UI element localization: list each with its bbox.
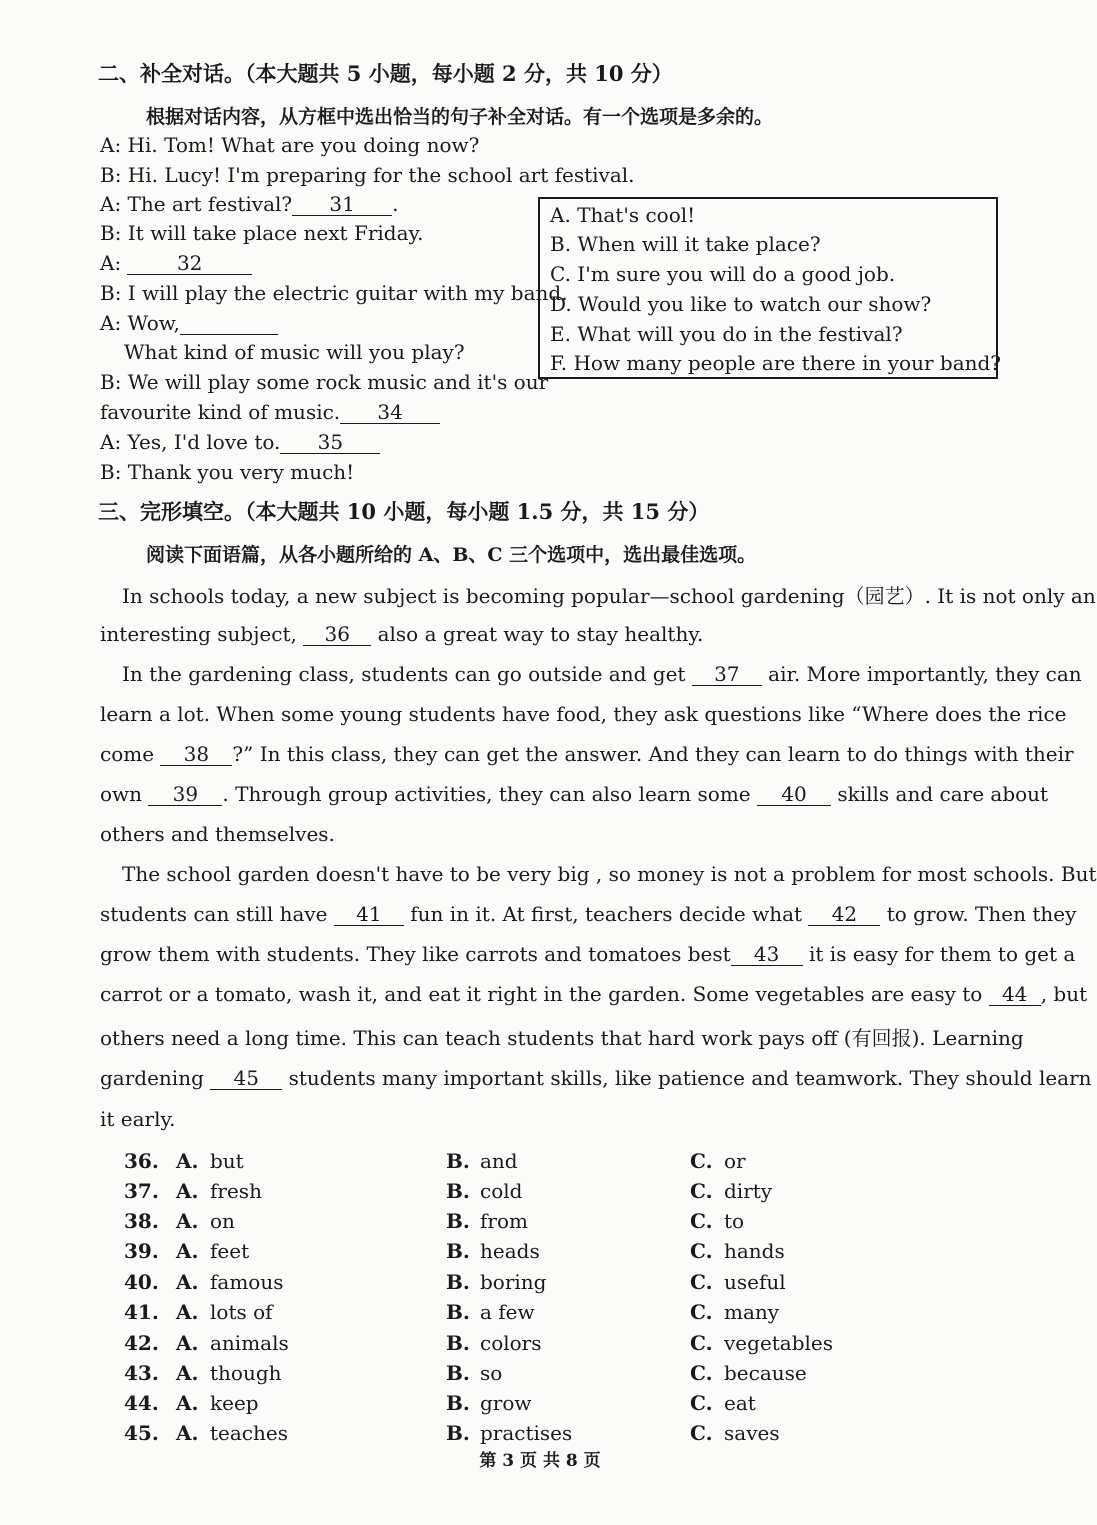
section3-heading: 三、完形填空。（本大题共 10 小题，每小题 1.5 分，共 15 分） — [98, 499, 710, 524]
answer-blank[interactable]: 37 — [692, 663, 762, 686]
dialogue-line: A: Wow, — [100, 308, 278, 338]
answer-blank[interactable] — [180, 312, 278, 335]
passage-line: The school garden doesn't have to be very big , so money is not a problem for most schools. But — [122, 862, 1097, 886]
dialogue-line: B: Hi. Lucy! I'm preparing for the school art festival. — [100, 163, 635, 187]
choice-b[interactable]: B. heads — [446, 1239, 540, 1263]
question-number: 41. — [124, 1300, 159, 1324]
passage-line: grow them with students. They like carrots and tomatoes best 43 it is easy for them to get a — [100, 942, 1076, 966]
dialogue-line: B: I will play the electric guitar with my band. — [100, 281, 568, 305]
choice-b[interactable]: B. practises — [446, 1421, 573, 1445]
choice-a[interactable]: A. famous — [176, 1270, 284, 1294]
question-number: 38. — [124, 1209, 159, 1233]
passage-line: carrot or a tomato, wash it, and eat it right in the garden. Some vegetables are easy to 44 , but — [100, 982, 1088, 1006]
answer-blank[interactable]: 38 — [160, 743, 232, 766]
dialogue-line: A: The art festival? 31 . — [100, 192, 399, 216]
choice-a[interactable]: A. but — [176, 1149, 244, 1173]
answer-blank[interactable]: 35 — [280, 431, 380, 454]
choice-c[interactable]: C. dirty — [690, 1179, 773, 1203]
dialogue-line: B: It will take place next Friday. — [100, 221, 424, 245]
choice-c[interactable]: C. vegetables — [690, 1331, 834, 1355]
answer-blank[interactable]: 43 — [731, 943, 803, 966]
choice-c[interactable]: C. saves — [690, 1421, 780, 1445]
passage-line: it early. — [100, 1107, 176, 1131]
choice-b[interactable]: B. grow — [446, 1391, 532, 1415]
question-number: 42. — [124, 1331, 159, 1355]
answer-blank[interactable]: 45 — [210, 1067, 282, 1090]
section2-instruction: 根据对话内容，从方框中选出恰当的句子补全对话。有一个选项是多余的。 — [146, 106, 774, 128]
answer-blank[interactable]: 41 — [334, 903, 404, 926]
passage-line: In schools today, a new subject is becoming popular—school gardening（园艺）. It is not only an — [122, 584, 1096, 608]
answer-blank[interactable]: 42 — [808, 903, 880, 926]
dialogue-line: B: We will play some rock music and it's our — [100, 370, 549, 394]
passage-line: interesting subject, 36 also a great way to stay healthy. — [100, 622, 704, 646]
option-e: E. What will you do in the festival? — [550, 322, 903, 346]
section2-heading: 二、补全对话。（本大题共 5 小题，每小题 2 分，共 10 分） — [98, 61, 673, 86]
passage-line: In the gardening class, students can go outside and get 37 air. More importantly, they can — [122, 662, 1082, 686]
passage-line: come 38 ?” In this class, they can get the answer. And they can learn to do things with their — [100, 742, 1074, 766]
answer-blank[interactable]: 32 — [127, 252, 252, 275]
dialogue-line: favourite kind of music. 34 — [100, 397, 440, 427]
question-number: 45. — [124, 1421, 159, 1445]
question-number: 43. — [124, 1361, 159, 1385]
question-number: 37. — [124, 1179, 159, 1203]
dialogue-line: A: Hi. Tom! What are you doing now? — [100, 133, 480, 157]
choice-a[interactable]: A. fresh — [176, 1179, 262, 1203]
question-number: 44. — [124, 1391, 159, 1415]
answer-blank[interactable]: 39 — [148, 783, 222, 806]
option-b: B. When will it take place? — [550, 232, 821, 256]
answer-blank[interactable]: 34 — [340, 401, 440, 424]
passage-line: learn a lot. When some young students have food, they ask questions like “Where does the rice — [100, 702, 1067, 726]
passage-line: gardening 45 students many important skills, like patience and teamwork. They should learn — [100, 1066, 1092, 1090]
option-f: F. How many people are there in your band? — [550, 351, 1002, 375]
choice-a[interactable]: A. though — [176, 1361, 282, 1385]
passage-line: others and themselves. — [100, 822, 335, 846]
choice-b[interactable]: B. and — [446, 1149, 518, 1173]
choice-b[interactable]: B. from — [446, 1209, 528, 1233]
choice-a[interactable]: A. on — [176, 1209, 235, 1233]
passage-line: others need a long time. This can teach students that hard work pays off (有回报). Learning — [100, 1026, 1024, 1050]
passage-line: students can still have 41 fun in it. At first, teachers decide what 42 to grow. Then they — [100, 902, 1077, 926]
option-d: D. Would you like to watch our show? — [550, 292, 932, 316]
question-number: 40. — [124, 1270, 159, 1294]
dialogue-line: What kind of music will you play? — [124, 340, 465, 364]
option-c: C. I'm sure you will do a good job. — [550, 262, 896, 286]
answer-blank[interactable]: 40 — [757, 783, 831, 806]
choice-c[interactable]: C. because — [690, 1361, 807, 1385]
answer-blank[interactable]: 36 — [303, 623, 371, 646]
dialogue-line: B: Thank you very much! — [100, 460, 355, 484]
choice-b[interactable]: B. cold — [446, 1179, 523, 1203]
choice-a[interactable]: A. keep — [176, 1391, 259, 1415]
options-box — [538, 197, 1002, 379]
choice-b[interactable]: B. colors — [446, 1331, 542, 1355]
answer-blank[interactable]: 31 — [292, 193, 392, 216]
choice-a[interactable]: A. feet — [176, 1239, 250, 1263]
choice-a[interactable]: A. teaches — [176, 1421, 288, 1445]
passage-line: own 39 . Through group activities, they can also learn some 40 skills and care about — [100, 782, 1049, 806]
choice-b[interactable]: B. so — [446, 1361, 503, 1385]
choice-c[interactable]: C. to — [690, 1209, 745, 1233]
choice-c[interactable]: C. useful — [690, 1270, 786, 1294]
choice-c[interactable]: C. or — [690, 1149, 746, 1173]
choice-c[interactable]: C. hands — [690, 1239, 785, 1263]
page-footer: 第 3 页 共 8 页 — [479, 1451, 601, 1471]
question-number: 36. — [124, 1149, 159, 1173]
dialogue-line: A: 32 — [100, 248, 252, 278]
choice-c[interactable]: C. eat — [690, 1391, 756, 1415]
choice-c[interactable]: C. many — [690, 1300, 780, 1324]
dialogue-line: A: Yes, I'd love to. 35 — [100, 427, 380, 457]
choice-a[interactable]: A. lots of — [176, 1300, 273, 1324]
answer-blank[interactable]: 44 — [989, 983, 1041, 1006]
choice-a[interactable]: A. animals — [176, 1331, 289, 1355]
question-number: 39. — [124, 1239, 159, 1263]
choice-b[interactable]: B. a few — [446, 1300, 535, 1324]
choice-b[interactable]: B. boring — [446, 1270, 547, 1294]
option-a: A. That's cool! — [550, 203, 696, 227]
section3-instruction: 阅读下面语篇，从各小题所给的 A、B、C 三个选项中，选出最佳选项。 — [146, 544, 757, 566]
